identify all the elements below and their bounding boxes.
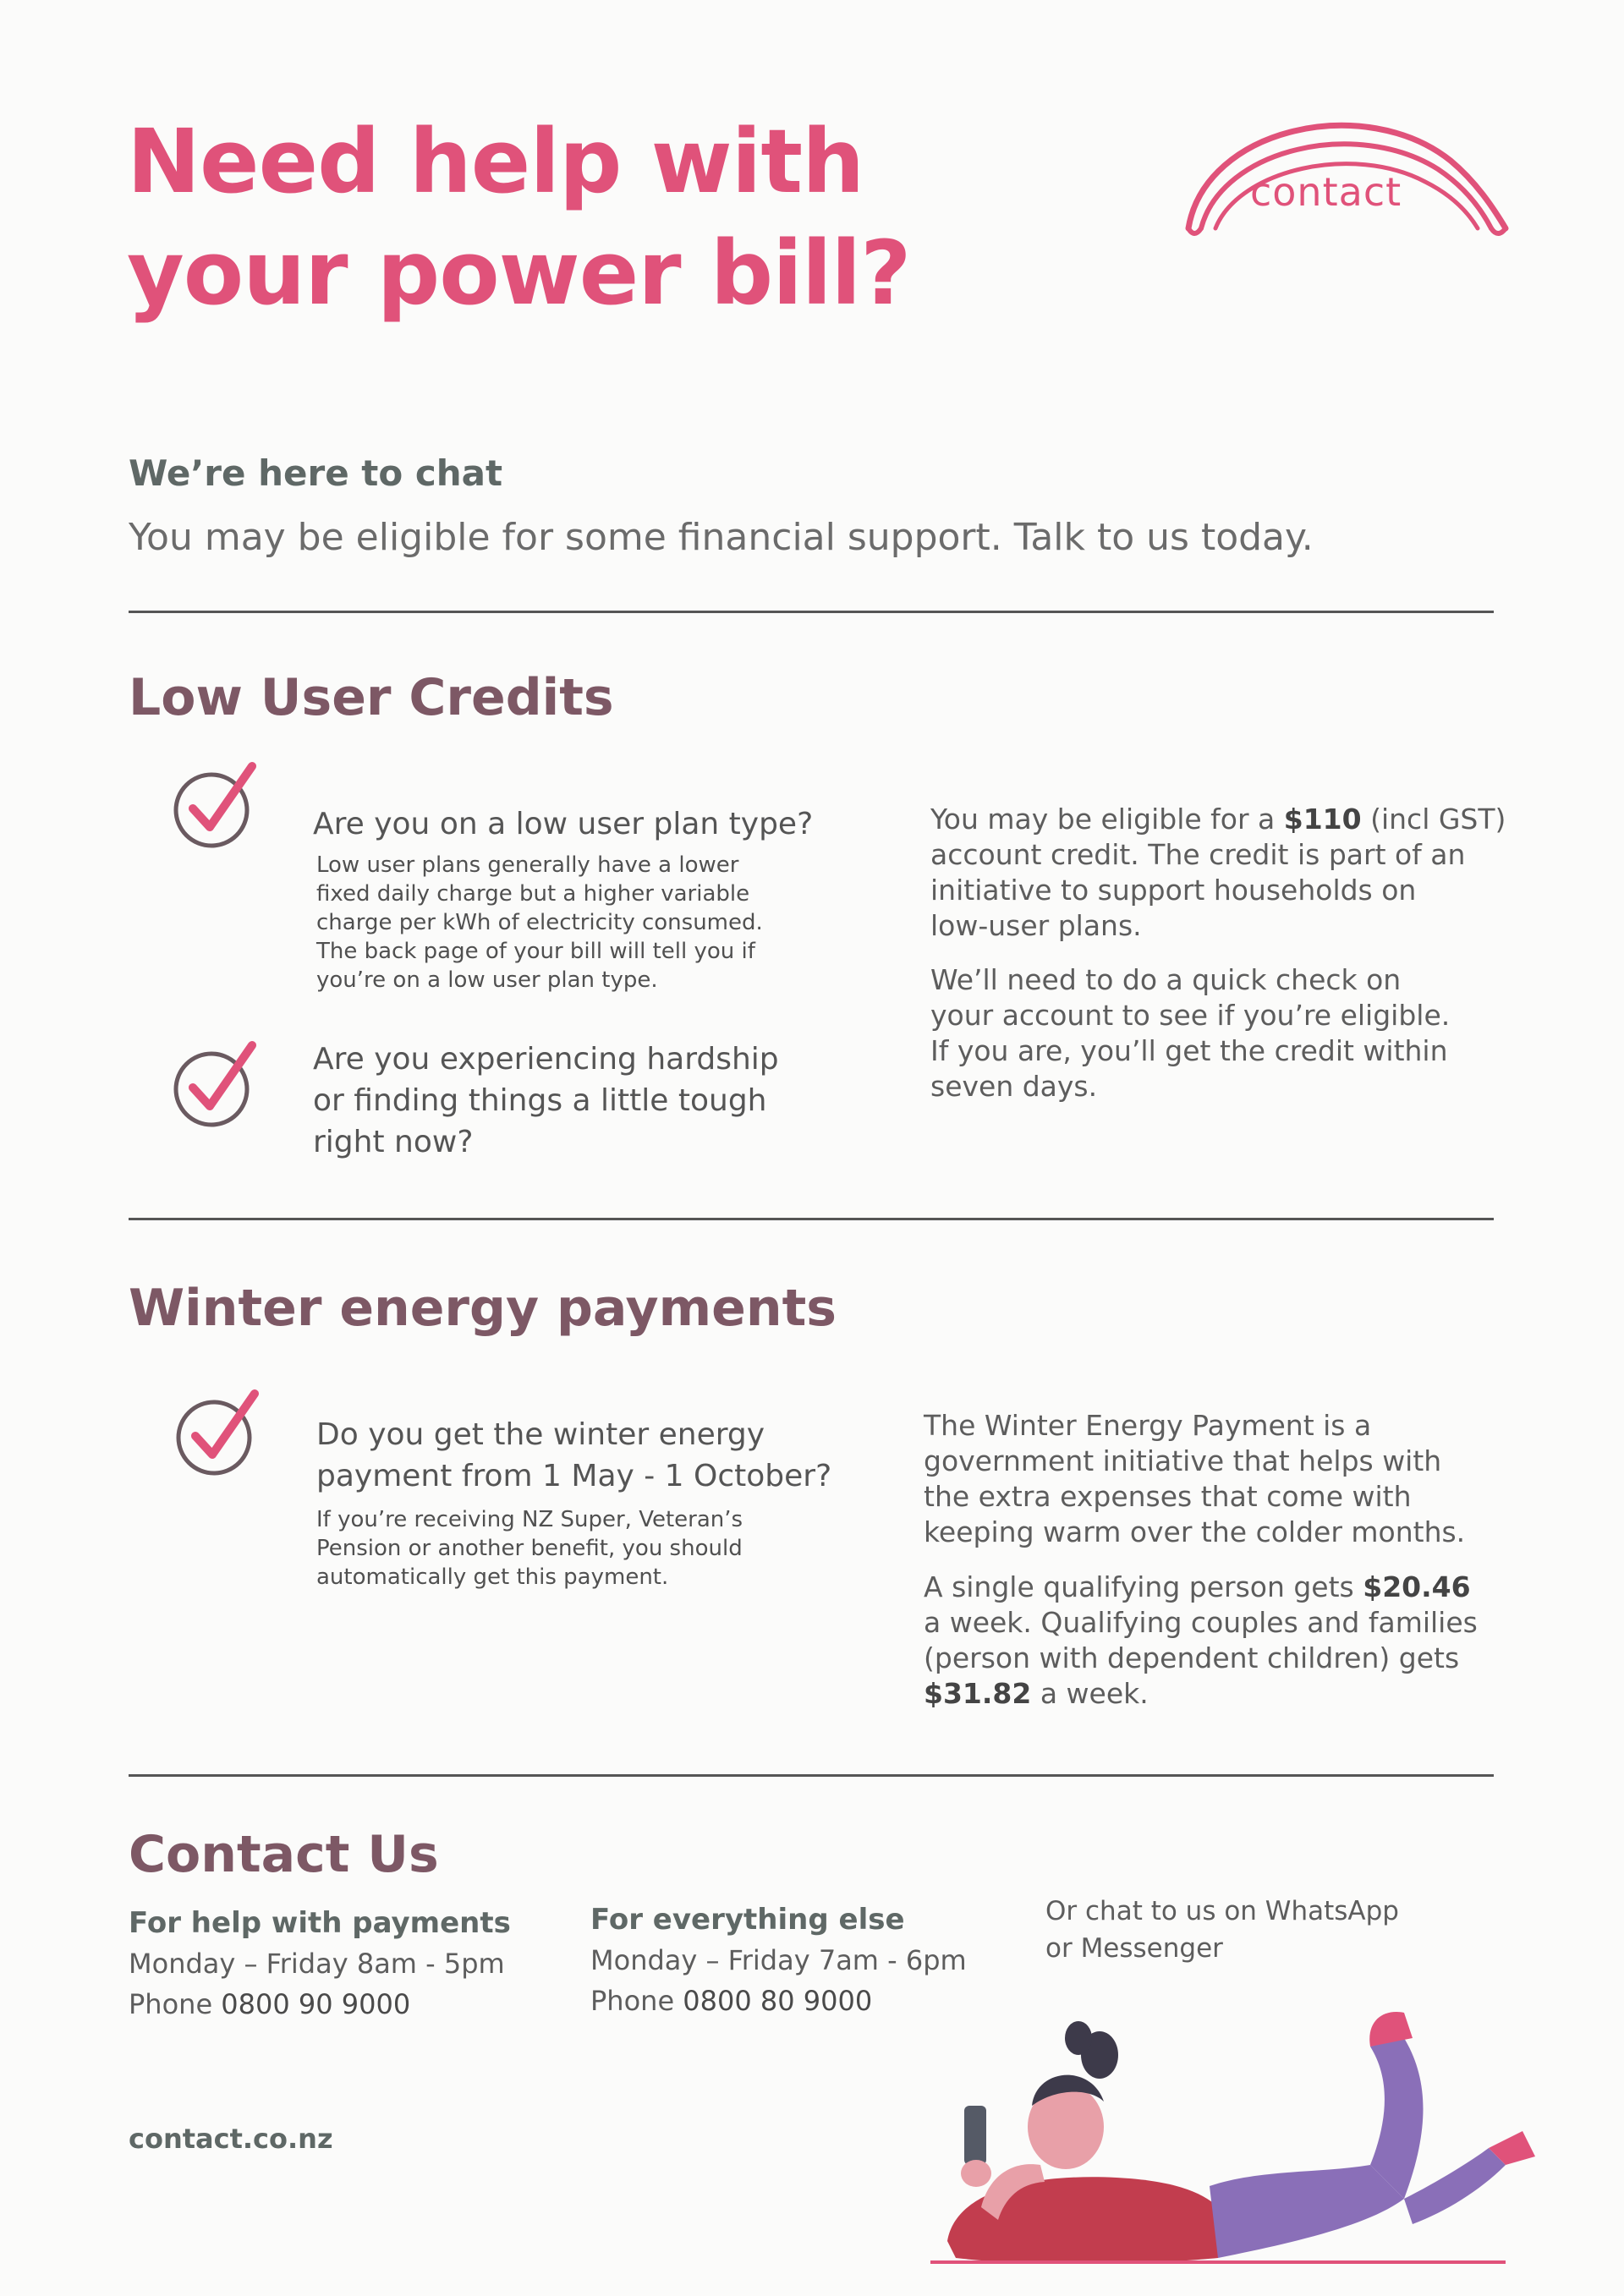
text-run: your account to see if you’re eligible. xyxy=(930,999,1451,1032)
q1-title: Are you on a low user plan type? xyxy=(313,807,814,841)
chat-line: Or chat to us on WhatsApp xyxy=(1045,1896,1399,1926)
text-run: seven days. xyxy=(930,1070,1098,1103)
winter-question-line: payment from 1 May - 1 October? xyxy=(316,1459,832,1493)
payments-contact xyxy=(129,1903,511,2025)
low-user-credit-paragraph xyxy=(930,802,1506,944)
text-run: keeping warm over the colder months. xyxy=(924,1515,1466,1548)
page-title xyxy=(127,106,911,329)
phone-label: Phone xyxy=(590,1985,683,2017)
general-hours: Monday – Friday 7am - 6pm xyxy=(590,1944,967,1976)
text-run: The Winter Energy Payment is a xyxy=(924,1409,1372,1442)
checkmark-circle-icon xyxy=(169,759,262,852)
winter-question xyxy=(316,1414,831,1497)
text-run: a week. Qualifying couples and families xyxy=(924,1606,1478,1639)
logo-wordmark: contact xyxy=(1250,169,1402,215)
divider xyxy=(129,611,1494,613)
low-user-question-1 xyxy=(313,803,813,845)
low-user-heading: Low User Credits xyxy=(129,668,614,727)
divider xyxy=(129,1218,1494,1220)
payments-phone xyxy=(129,1984,511,2025)
winter-amounts-paragraph xyxy=(924,1570,1478,1712)
chat-options xyxy=(1045,1893,1399,1967)
text-run: A single qualifying person gets xyxy=(924,1570,1363,1603)
winter-body-line: If you’re receiving NZ Super, Veteran’s xyxy=(316,1507,743,1532)
payments-hours: Monday – Friday 8am - 5pm xyxy=(129,1948,505,1980)
low-user-question-2 xyxy=(313,1038,779,1163)
couple-amount: $31.82 xyxy=(924,1677,1032,1710)
text-run: initiative to support households on xyxy=(930,874,1417,907)
winter-question-line: Do you get the winter energy xyxy=(316,1417,765,1452)
text-run: You may be eligible for a xyxy=(930,803,1284,836)
winter-body-line: Pension or another benefit, you should xyxy=(316,1536,743,1561)
title-line-1: Need help with xyxy=(127,110,864,213)
text-run: low-user plans. xyxy=(930,909,1142,942)
checkmark-circle-icon xyxy=(172,1387,265,1480)
winter-body-line: automatically get this payment. xyxy=(316,1564,669,1590)
q1-body-line: charge per kWh of electricity consumed. xyxy=(316,910,763,935)
phone-label: Phone xyxy=(129,1988,222,2020)
credit-amount: $110 xyxy=(1283,803,1362,836)
q2-title-line: right now? xyxy=(313,1125,474,1159)
winter-description-paragraph xyxy=(924,1408,1465,1550)
text-run: If you are, you’ll get the credit within xyxy=(930,1034,1448,1067)
winter-question-body xyxy=(316,1505,743,1592)
winter-heading: Winter energy payments xyxy=(129,1279,837,1338)
text-run: (incl GST) xyxy=(1361,803,1506,836)
q1-body-line: The back page of your bill will tell you if xyxy=(316,939,755,964)
single-amount: $20.46 xyxy=(1363,1570,1471,1603)
intro-text: You may be eligible for some financial support. Talk to us today. xyxy=(129,516,1314,559)
q1-body-line: fixed daily charge but a higher variable xyxy=(316,881,750,907)
text-run: (person with dependent children) gets xyxy=(924,1641,1460,1674)
text-run: government initiative that helps with xyxy=(924,1444,1442,1477)
low-user-question-1-body xyxy=(316,851,763,995)
intro-heading: We’re here to chat xyxy=(129,452,503,494)
chat-line: or Messenger xyxy=(1045,1933,1223,1964)
q1-body-line: Low user plans generally have a lower xyxy=(316,852,739,878)
text-run: account credit. The credit is part of an xyxy=(930,838,1466,871)
person-with-phone-illustration xyxy=(897,1987,1539,2266)
payments-heading: For help with payments xyxy=(129,1906,511,1940)
title-line-2: your power bill? xyxy=(127,222,911,325)
website-link[interactable]: contact.co.nz xyxy=(129,2123,333,2155)
payments-phone-number[interactable]: 0800 90 9000 xyxy=(221,1988,411,2020)
low-user-check-paragraph xyxy=(930,962,1450,1104)
q2-title-line: or finding things a little tough xyxy=(313,1083,767,1118)
text-run: a week. xyxy=(1031,1677,1149,1710)
general-phone-number[interactable]: 0800 80 9000 xyxy=(683,1985,873,2017)
general-heading: For everything else xyxy=(590,1903,905,1937)
q2-title-line: Are you experiencing hardship xyxy=(313,1042,779,1077)
checkmark-circle-icon xyxy=(169,1038,262,1132)
q1-body-line: you’re on a low user plan type. xyxy=(316,967,658,993)
text-run: the extra expenses that come with xyxy=(924,1480,1412,1513)
contact-heading: Contact Us xyxy=(129,1825,439,1884)
divider xyxy=(129,1774,1494,1777)
text-run: We’ll need to do a quick check on xyxy=(930,963,1402,996)
